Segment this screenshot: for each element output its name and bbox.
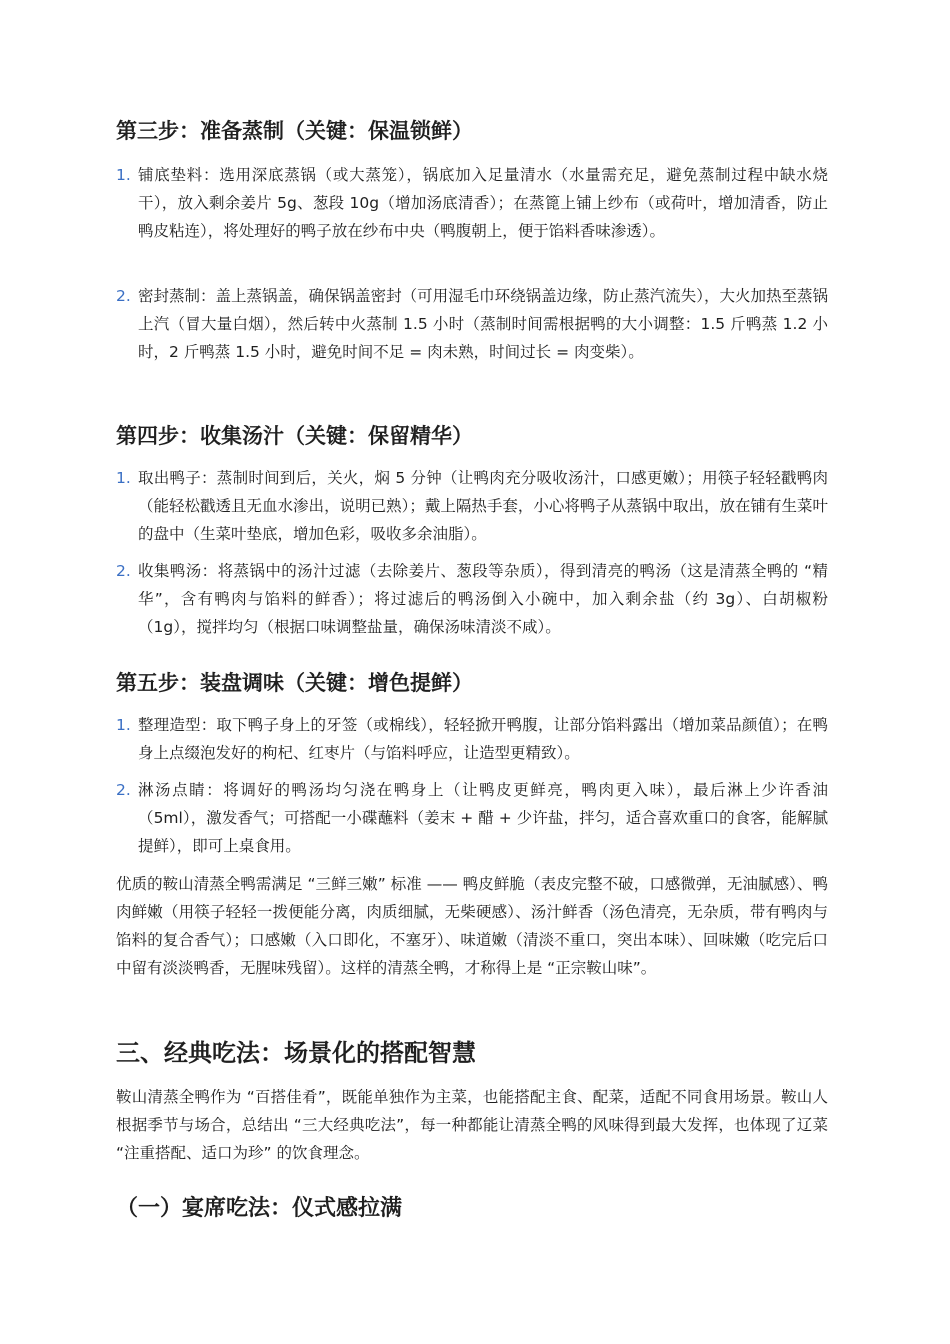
step4-item-2 [116, 557, 828, 641]
step4-title: 第四步：收集汤汁（关键：保留精华） [116, 424, 473, 448]
step5-item-1 [116, 711, 828, 767]
list-item-text: 密封蒸制：盖上蒸锅盖，确保锅盖密封（可用湿毛巾环绕锅盖边缘，防止蒸汽流失），大火加热至蒸锅上汽（冒大量白烟），然后转中火蒸制 1.5 小时（蒸制时间需根据鸭的大小调整：1.5 斤鸭蒸 1.2 小时，2 斤鸭蒸 1.5 小时，避免时间不足 = 肉未熟，时间过长 = 肉变柴）。 [138, 287, 828, 361]
step3-item-2 [116, 282, 828, 366]
list-number: 1. [116, 469, 131, 487]
list-number: 2. [116, 562, 131, 580]
section3-subtitle: （一）宴席吃法：仪式感拉满 [116, 1196, 403, 1221]
list-item-text: 取出鸭子：蒸制时间到后，关火，焖 5 分钟（让鸭肉充分吸收汤汁，口感更嫩）；用筷子轻轻戳鸭肉（能轻松戳透且无血水渗出，说明已熟）；戴上隔热手套，小心将鸭子从蒸锅中取出，放在铺有生菜叶的盘中（生菜叶垫底，增加色彩，吸收多余油脂）。 [138, 469, 828, 543]
list-number: 1. [116, 716, 131, 734]
list-number: 2. [116, 781, 131, 799]
step3-item-1 [116, 161, 828, 245]
step5-title: 第五步：装盘调味（关键：增色提鲜） [116, 671, 473, 695]
list-item-text: 铺底垫料：选用深底蒸锅（或大蒸笼），锅底加入足量清水（水量需充足，避免蒸制过程中缺水烧干），放入剩余姜片 5g、葱段 10g（增加汤底清香）；在蒸篦上铺上纱布（或荷叶，增加清香，防止鸭皮粘连），将处理好的鸭子放在纱布中央（鸭腹朝上，便于馅料香味渗透）。 [138, 166, 828, 240]
step4-item-1 [116, 464, 828, 548]
section3-intro: 鞍山清蒸全鸭作为 “百搭佳肴”，既能单独作为主菜，也能搭配主食、配菜，适配不同食用场景。鞍山人根据季节与场合，总结出 “三大经典吃法”，每一种都能让清蒸全鸭的风味得到最大发挥，也体现了辽菜 “注重搭配、适口为珍” 的饮食理念。 [116, 1088, 828, 1162]
list-item-text: 整理造型：取下鸭子身上的牙签（或棉线），轻轻掀开鸭腹，让部分馅料露出（增加菜品颜值）；在鸭身上点缀泡发好的枸杞、红枣片（与馅料呼应，让造型更精致）。 [138, 716, 828, 762]
list-number: 2. [116, 287, 131, 305]
step5-item-2 [116, 776, 828, 860]
step3-title: 第三步：准备蒸制（关键：保温锁鲜） [116, 119, 473, 143]
list-item-text: 收集鸭汤：将蒸锅中的汤汁过滤（去除姜片、葱段等杂质），得到清亮的鸭汤（这是清蒸全鸭的 “精华”，含有鸭肉与馅料的鲜香）；将过滤后的鸭汤倒入小碗中，加入剩余盐（约 3g）、白胡椒粉（1g），搅拌均匀（根据口味调整盐量，确保汤味清淡不咸）。 [138, 562, 828, 636]
list-item-text: 淋汤点睛：将调好的鸭汤均匀浇在鸭身上（让鸭皮更鲜亮，鸭肉更入味），最后淋上少许香油（5ml），激发香气；可搭配一小碟蘸料（姜末 + 醋 + 少许盐，拌匀，适合喜欢重口的食客，能解腻提鲜），即可上桌食用。 [138, 781, 828, 855]
summary-paragraph: 优质的鞍山清蒸全鸭需满足 “三鲜三嫩” 标准 —— 鸭皮鲜脆（表皮完整不破，口感微弹，无油腻感）、鸭肉鲜嫩（用筷子轻轻一拨便能分离，肉质细腻，无柴硬感）、汤汁鲜香（汤色清亮，无杂质，带有鸭肉与馅料的复合香气）；口感嫩（入口即化，不塞牙）、味道嫩（清淡不重口，突出本味）、回味嫩（吃完后口中留有淡淡鸭香，无腥味残留）。这样的清蒸全鸭，才称得上是 “正宗鞍山味”。 [116, 875, 828, 977]
list-number: 1. [116, 166, 131, 184]
section3-title: 三、经典吃法：场景化的搭配智慧 [116, 1039, 476, 1067]
